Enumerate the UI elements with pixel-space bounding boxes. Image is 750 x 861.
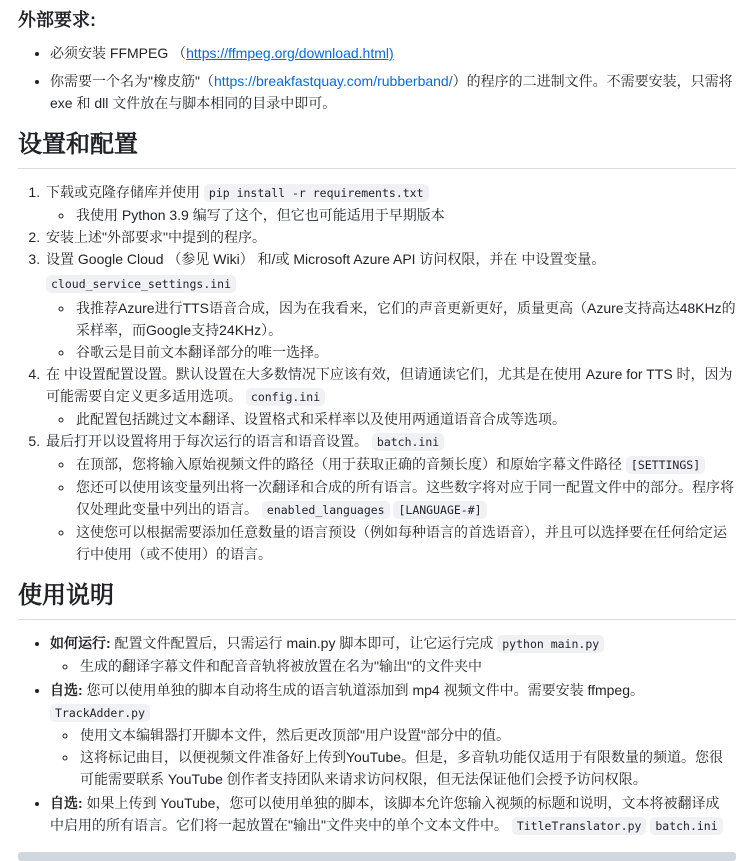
sub-item xyxy=(74,297,736,341)
batch-ini-inline-code: batch.ini xyxy=(650,817,722,835)
sub-item xyxy=(78,746,736,790)
sub-item xyxy=(74,408,736,430)
usage-heading: 使用说明 xyxy=(18,581,736,620)
usage-list xyxy=(18,632,736,837)
step-5-text: 最后打开以设置将用于每次运行的语言和语音设置。 xyxy=(46,433,372,449)
step-5-sub1-text: 在顶部，您将输入原始视频文件的路径（用于获取正确的音频长度）和原始字幕文件路径 xyxy=(76,456,626,472)
setup-step-2 xyxy=(44,226,736,248)
rubberband-text-pre: 你需要一个名为"橡皮筋"（ xyxy=(50,73,214,89)
sub-item xyxy=(78,724,736,746)
step-3-sub2-text: 谷歌云是目前文本翻译部分的唯一选择。 xyxy=(76,344,328,360)
usage-item-optional-trackadder xyxy=(50,679,736,790)
step-2-text: 安装上述"外部要求"中提到的程序。 xyxy=(46,229,266,245)
step-4-text: 在 中设置配置设置。默认设置在大多数情况下应该有效，但请通读它们，尤其是在使用 Azure for TTS 时，因为可能需要自定义更多适用选项。 xyxy=(46,366,733,404)
enabled-languages-inline-code: enabled_languages xyxy=(262,501,390,519)
how-to-run-label: 如何运行: xyxy=(50,635,111,651)
external-requirements-list xyxy=(18,42,736,114)
step-5-sub2-text: 您还可以使用该变量列出将一次翻译和合成的所有语言。这些数字将对应于同一配置文件中的部分。程序将仅处理此变量中列出的语言。 xyxy=(76,479,734,517)
language-number-inline-code: [LANGUAGE-#] xyxy=(393,501,486,519)
sub-item xyxy=(74,476,736,521)
step-5-sub3-text: 这使您可以根据需要添加任意数量的语言预设（例如每种语言的首选语音），并且可以选择要在任何给定运行中使用（或不使用）的语言。 xyxy=(76,524,727,562)
step-5-inline-code: batch.ini xyxy=(372,433,444,451)
how-to-run-sublist xyxy=(50,655,736,677)
optional1-text: 您可以使用单独的脚本自动将生成的语言轨道添加到 mp4 视频文件中。需要安装 ffmpeg。 xyxy=(82,682,645,698)
step-5-sublist xyxy=(46,453,736,565)
step-1-sublist xyxy=(46,204,736,226)
sub-item xyxy=(74,341,736,363)
setup-step-4 xyxy=(44,363,736,430)
external-requirements-heading: 外部要求: xyxy=(18,10,96,30)
setup-steps-list xyxy=(18,181,736,565)
step-4-sub-text: 此配置包括跳过文本翻译、设置格式和采样率以及使用两通道语音合成等选项。 xyxy=(76,411,566,427)
step-4-inline-code: config.ini xyxy=(246,388,325,406)
how-to-run-text: 配置文件配置后，只需运行 main.py 脚本即可，让它运行完成 xyxy=(110,635,498,651)
how-to-run-sub-text: 生成的翻译字幕文件和配音音轨将被放置在名为"输出"的文件夹中 xyxy=(80,658,482,674)
step-4-sublist xyxy=(46,408,736,430)
step-3-text: 设置 Google Cloud （参见 Wiki） 和/或 Microsoft Azure API 访问权限，并在 中设置变量。 xyxy=(46,251,606,267)
optional-label: 自选: xyxy=(50,795,83,811)
setup-step-1 xyxy=(44,181,736,226)
settings-inline-code: [SETTINGS] xyxy=(626,456,705,474)
trackadder-inline-code: TrackAdder.py xyxy=(50,704,150,722)
titletranslator-inline-code: TitleTranslator.py xyxy=(512,817,647,835)
sub-item xyxy=(74,453,736,476)
sub-item xyxy=(74,521,736,565)
horizontal-rule xyxy=(18,852,736,861)
step-1-text: 下载或克隆存储库并使用 xyxy=(46,184,204,200)
rubberband-text-post: ）的程序的二进制文件。不需要安装，只需将 exe 和 dll 文件放在与脚本相同的目录中即可。 xyxy=(50,73,733,111)
ffmpeg-text: 必须安装 FFMPEG （ xyxy=(50,45,187,61)
step-3-sublist xyxy=(46,297,736,363)
list-item-ffmpeg xyxy=(50,42,736,64)
step-1-inline-code: pip install -r requirements.txt xyxy=(204,184,429,202)
setup-step-3 xyxy=(44,248,736,363)
step-1-sub-text: 我使用 Python 3.9 编写了这个，但它也可能适用于早期版本 xyxy=(76,207,445,223)
step-3-inline-code: cloud_service_settings.ini xyxy=(46,275,236,293)
step-3-code-line xyxy=(46,272,736,295)
optional1-sublist xyxy=(50,724,736,790)
sub-item xyxy=(74,204,736,226)
usage-item-optional-titletranslator xyxy=(50,792,736,837)
step-3-sub1-text: 我推荐Azure进行TTS语音合成，因为在我看来，它们的声音更新更好，质量更高（Azure支持高达48KHz的采样率，而Google支持24KHz）。 xyxy=(76,300,736,338)
rubberband-link[interactable]: https://breakfastquay.com/rubberband/ xyxy=(213,73,453,89)
setup-heading: 设置和配置 xyxy=(18,130,736,169)
optional2-text: 如果上传到 YouTube，您可以使用单独的脚本，该脚本允许您输入视频的标题和说明，文本将被翻译成 中启用的所有语言。它们将一起放置在"输出"文件夹中的单个文本文件中。 xyxy=(50,795,720,833)
list-item-rubberband xyxy=(50,70,736,114)
optional1-sub2-text: 这将标记曲目，以便视频文件准备好上传到YouTube。但是，多音轨功能仅适用于有限数量的频道。您很可能需要联系 YouTube 创作者支持团队来请求访问权限，但无法保证他们会授予访问权限。 xyxy=(80,749,724,787)
python-main-inline-code: python main.py xyxy=(497,635,604,653)
optional-label: 自选: xyxy=(50,682,83,698)
usage-item-how-to-run xyxy=(50,632,736,677)
sub-item xyxy=(78,655,736,677)
setup-step-5 xyxy=(44,430,736,565)
optional1-sub1-text: 使用文本编辑器打开脚本文件，然后更改顶部"用户设置"部分中的值。 xyxy=(80,727,510,743)
ffmpeg-download-link[interactable]: https://ffmpeg.org/download.html) xyxy=(186,45,394,61)
